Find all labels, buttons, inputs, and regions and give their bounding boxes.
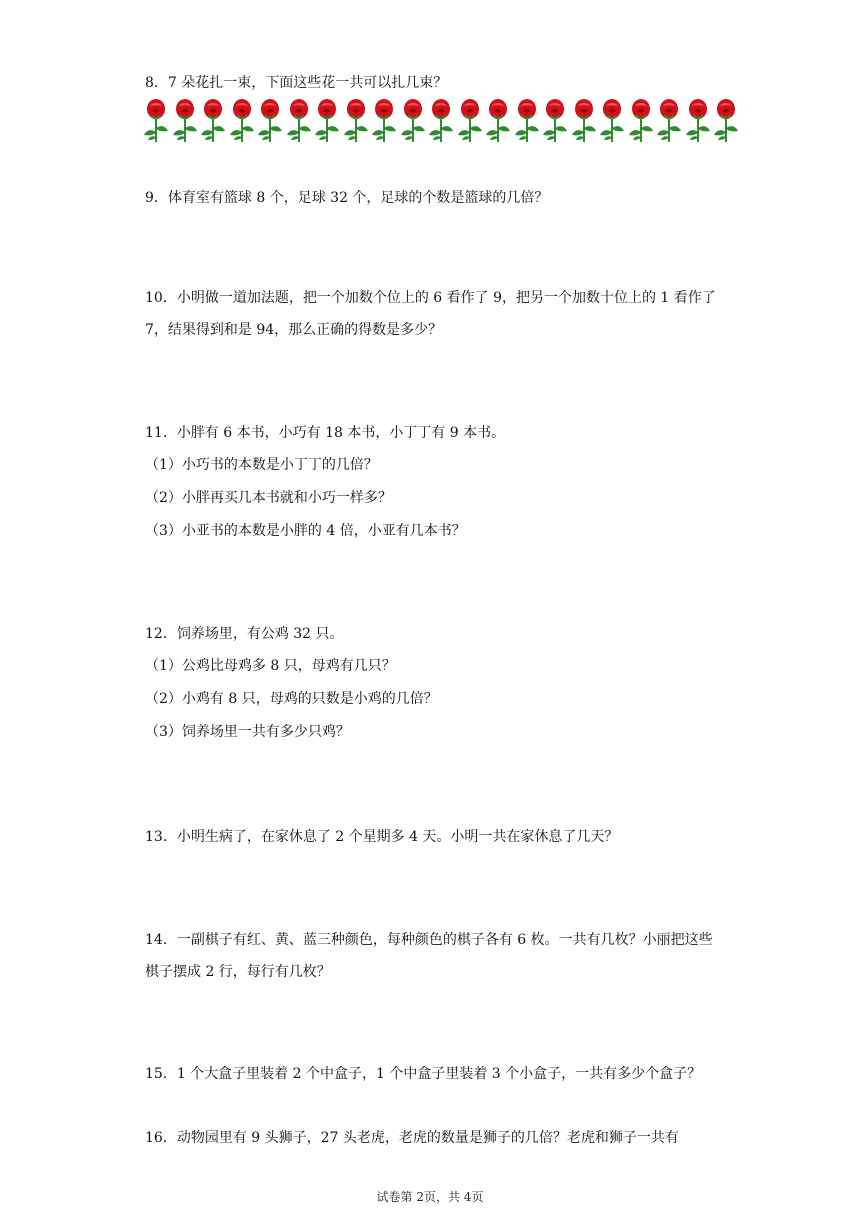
rose-icon [200,98,226,144]
rose-icon [542,98,568,144]
rose-icon [485,98,511,144]
rose-icon [343,98,369,144]
question-9: 9．体育室有篮球 8 个，足球 32 个，足球的个数是篮球的几倍？ [145,190,549,206]
question-13: 13．小明生病了，在家休息了 2 个星期多 4 天。小明一共在家休息了几天？ [145,829,619,845]
question-8: 8．7 朵花扎一束，下面这些花一共可以扎几束？ [145,75,448,91]
rose-icon [514,98,540,144]
question-16: 16．动物园里有 9 头狮子，27 头老虎，老虎的数量是狮子的几倍？老虎和狮子一共有 [145,1130,679,1146]
question-11-part-2: （2）小胖再买几本书就和小巧一样多？ [145,490,392,506]
rose-icon [314,98,340,144]
rose-icon [428,98,454,144]
rose-icon [628,98,654,144]
rose-icon [571,98,597,144]
rose-icon [286,98,312,144]
question-12-part-3: （3）饲养场里一共有多少只鸡？ [145,724,350,740]
rose-icon [257,98,283,144]
question-12-part-2: （2）小鸡有 8 只，母鸡的只数是小鸡的几倍？ [145,691,438,707]
question-10: 10．小明做一道加法题，把一个加数个位上的 6 看作了 9，把另一个加数十位上的 1 看作了 7，结果得到和是 94，那么正确的得数是多少？ [145,290,716,338]
rose-icon [599,98,625,144]
question-12-part-1: （1）公鸡比母鸡多 8 只，母鸡有几只？ [145,658,396,674]
rose-icon [656,98,682,144]
question-15: 15．1 个大盒子里装着 2 个中盒子，1 个中盒子里装着 3 个小盒子，一共有多少个盒子？ [145,1066,702,1082]
rose-icon [400,98,426,144]
rose-icon [229,98,255,144]
rose-icon [713,98,739,144]
question-11-part-1: （1）小巧书的本数是小丁丁的几倍？ [145,457,378,473]
page-footer: 试卷第 2页，共 4页 [376,1190,484,1204]
rose-icon [172,98,198,144]
question-11-part-3: （3）小亚书的本数是小胖的 4 倍，小亚有几本书？ [145,523,466,539]
rose-icon [371,98,397,144]
question-14: 14．一副棋子有红、黄、蓝三种颜色，每种颜色的棋子各有 6 枚。一共有几枚？小丽把这些棋子摆成 2 行，每行有几枚？ [145,932,713,980]
rose-icon [143,98,169,144]
rose-icon [685,98,711,144]
flower-row [143,98,753,144]
rose-icon [457,98,483,144]
question-12-stem: 12．饲养场里，有公鸡 32 只。 [145,626,344,642]
question-11-stem: 11．小胖有 6 本书，小巧有 18 本书，小丁丁有 9 本书。 [145,425,506,441]
